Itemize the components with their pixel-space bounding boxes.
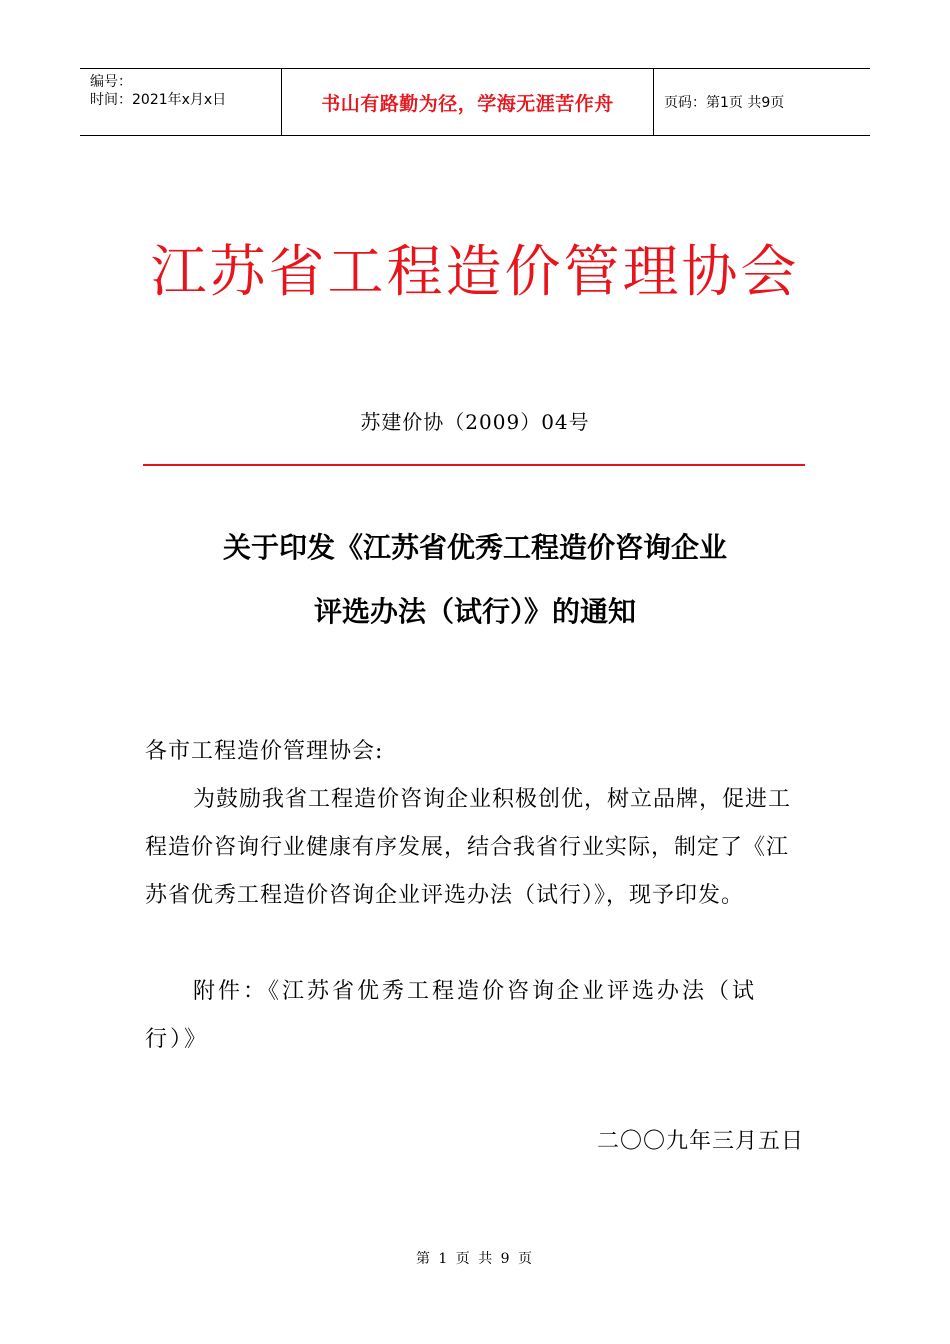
notice-title-line2: 评选办法（试行）》的通知 bbox=[313, 595, 636, 628]
body-paragraph: 为鼓励我省工程造价咨询企业积极创优，树立品牌，促进工程造价咨询行业健康有序发展，结合我省行业实际，制定了《江苏省优秀工程造价咨询企业评选办法（试行）》，现予印发。 bbox=[145, 787, 792, 908]
notice-title-line1: 关于印发《江苏省优秀工程造价咨询企业 bbox=[222, 531, 727, 564]
document-number: 苏建价协（2009）04号 bbox=[360, 410, 590, 434]
header-table bbox=[80, 68, 870, 136]
time-label: 时间：2021年x月x日 bbox=[90, 92, 227, 108]
organization-title: 江苏省工程造价管理协会 bbox=[150, 240, 800, 305]
header-meta bbox=[80, 69, 281, 135]
page-footer: 第 1 页 共 9 页 bbox=[415, 1251, 535, 1267]
issue-date: 二〇〇九年三月五日 bbox=[596, 1129, 804, 1154]
attachment-line: 附件：《江苏省优秀工程造价咨询企业评选办法（试行）》 bbox=[145, 979, 758, 1052]
header-motto: 书山有路勤为径，学海无涯苦作舟 bbox=[281, 69, 654, 135]
red-divider bbox=[143, 464, 805, 466]
salutation: 各市工程造价管理协会: bbox=[145, 739, 384, 764]
header-page-info: 页码：第1页 共9页 bbox=[664, 95, 785, 111]
number-label: 编号： bbox=[90, 74, 132, 90]
